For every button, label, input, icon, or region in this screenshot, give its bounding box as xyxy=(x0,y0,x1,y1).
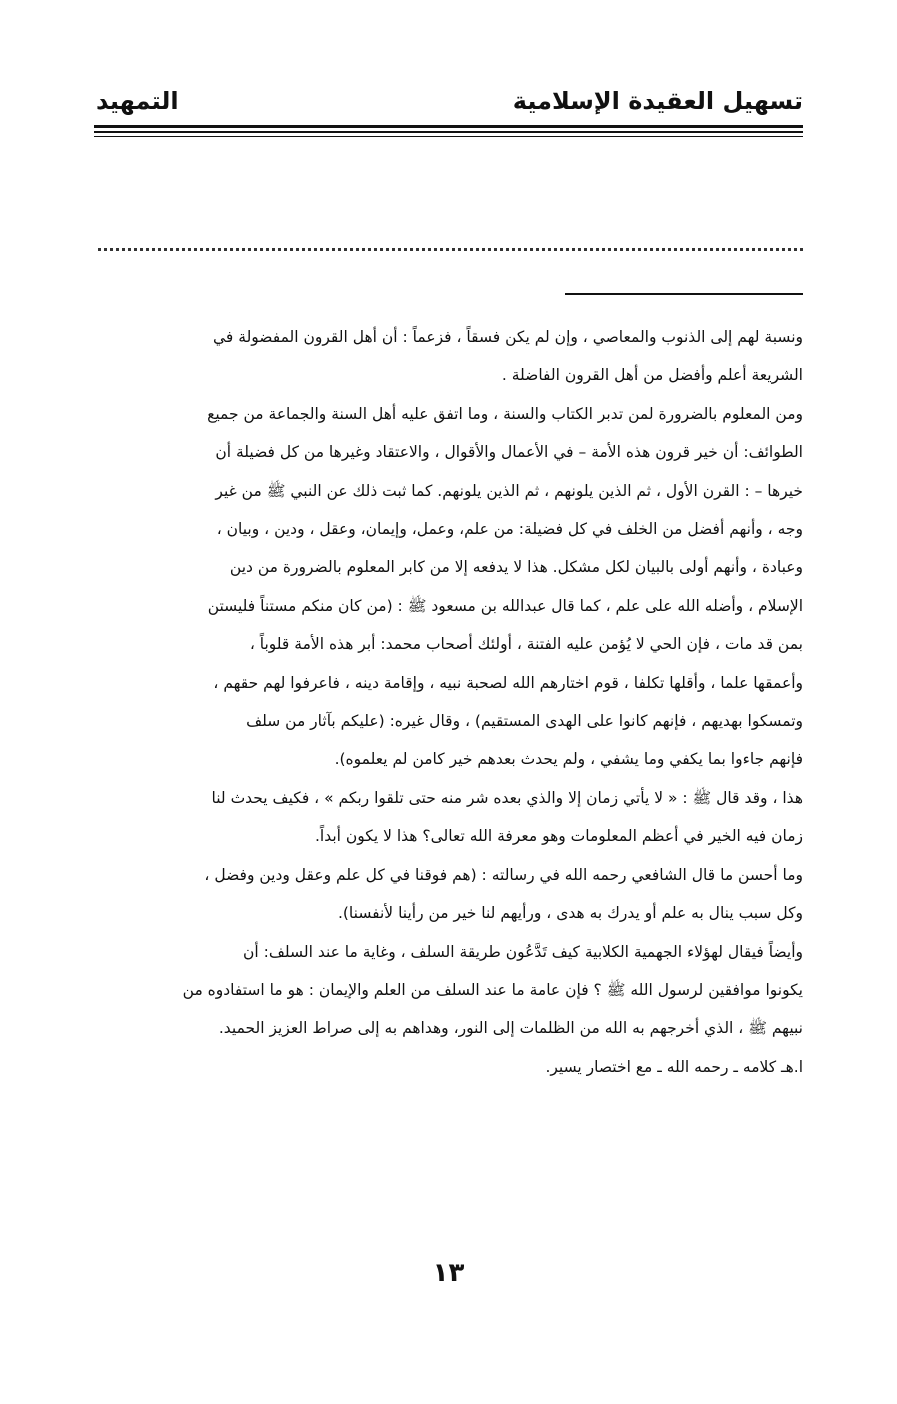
page-number: ١٣ xyxy=(432,1258,465,1288)
text-line: هذا ، وقد قال ﷺ : « لا يأتي زمان إلا والذي بعده شر منه حتى تلقوا ربكم » ، فكيف يحدث لنا xyxy=(211,788,803,807)
header-rule-thick xyxy=(94,125,803,128)
text-line: وكل سبب ينال به علم أو يدرك به هدى ، ورأيهم لنا خير من رأينا لأنفسنا). xyxy=(337,904,803,923)
book-title: تسهيل العقيدة الإسلامية xyxy=(512,87,803,115)
header-rule-middle xyxy=(94,131,803,133)
section-title: التمهيد xyxy=(96,87,179,115)
header-rule-thin xyxy=(94,136,803,137)
text-line: وأيضاً فيقال لهؤلاء الجهمية الكلابية كيف تَدَّعُون طريقة السلف ، وغاية ما عند السلف: أن xyxy=(243,942,803,961)
text-line: نبيهم ﷺ ، الذي أخرجهم به الله من الظلمات إلى النور، وهداهم به إلى صراط العزيز الحميد. xyxy=(218,1019,803,1038)
text-line: ومن المعلوم بالضرورة لمن تدبر الكتاب والسنة ، وما اتفق عليه أهل السنة والجماعة من جميع xyxy=(207,404,803,423)
body-text xyxy=(98,318,803,1086)
text-line: الشريعة أعلم وأفضل من أهل القرون الفاضلة . xyxy=(501,366,803,385)
text-line: زمان فيه الخير في أعظم المعلومات وهو معرفة الله تعالى؟ هذا لا يكون أبداً. xyxy=(314,827,803,846)
text-line: الطوائف: أن خير قرون هذه الأمة – في الأعمال والأقوال ، والاعتقاد وغيرها من كل فضيلة أن xyxy=(215,443,803,462)
text-line: وجه ، وأنهم أفضل من الخلف في كل فضيلة: من علم، وعمل، وإيمان، وعقل ، ودين ، وبيان ، xyxy=(216,520,803,539)
text-line: ا.هـ كلامه ـ رحمه الله ـ مع اختصار يسير. xyxy=(545,1057,803,1076)
text-line: الإسلام ، وأضله الله على علم ، كما قال عبدالله بن مسعود ﷺ : (من كان منكم مستناً فليستن xyxy=(207,596,803,615)
text-line: فإنهم جاءوا بما يكفي وما يشفي ، ولم يحدث بعدهم خير كامن لم يعلموه). xyxy=(334,750,803,769)
text-line: خيرها – : القرن الأول ، ثم الذين يلونهم ، ثم الذين يلونهم. كما ثبت ذلك عن النبي ﷺ من غير xyxy=(215,481,803,500)
text-line: ونسبة لهم إلى الذنوب والمعاصي ، وإن لم يكن فسقاً ، فزعماً : أن أهل القرون المفضولة في xyxy=(213,328,803,346)
text-line: وعبادة ، وأنهم أولى بالبيان لكل مشكل. هذا لا يدفعه إلا من كابر المعلوم بالضرورة من دين xyxy=(229,558,803,577)
text-line: يكونوا موافقين لرسول الله ﷺ ؟ فإن عامة ما عند السلف من العلم والإيمان : هو ما استفادوه من xyxy=(182,980,803,999)
text-line: بمن قد مات ، فإن الحي لا يُؤمن عليه الفتنة ، أولئك أصحاب محمد: أبر هذه الأمة قلوباً ، xyxy=(249,635,803,654)
text-line: وأعمقها علما ، وأقلها تكلفا ، قوم اختارهم الله لصحبة نبيه ، وإقامة دينه ، فاعرفوا لهم حقهم ، xyxy=(213,673,803,692)
running-header xyxy=(96,84,803,118)
text-line: وما أحسن ما قال الشافعي رحمه الله في رسالته : (هم فوقنا في كل علم وعقل ودين وفضل ، xyxy=(204,865,803,884)
short-separator-rule xyxy=(565,293,803,295)
text-line: وتمسكوا بهديهم ، فإنهم كانوا على الهدى المستقيم) ، وقال غيره: (عليكم بآثار من سلف xyxy=(246,712,803,731)
dotted-separator xyxy=(98,248,803,251)
